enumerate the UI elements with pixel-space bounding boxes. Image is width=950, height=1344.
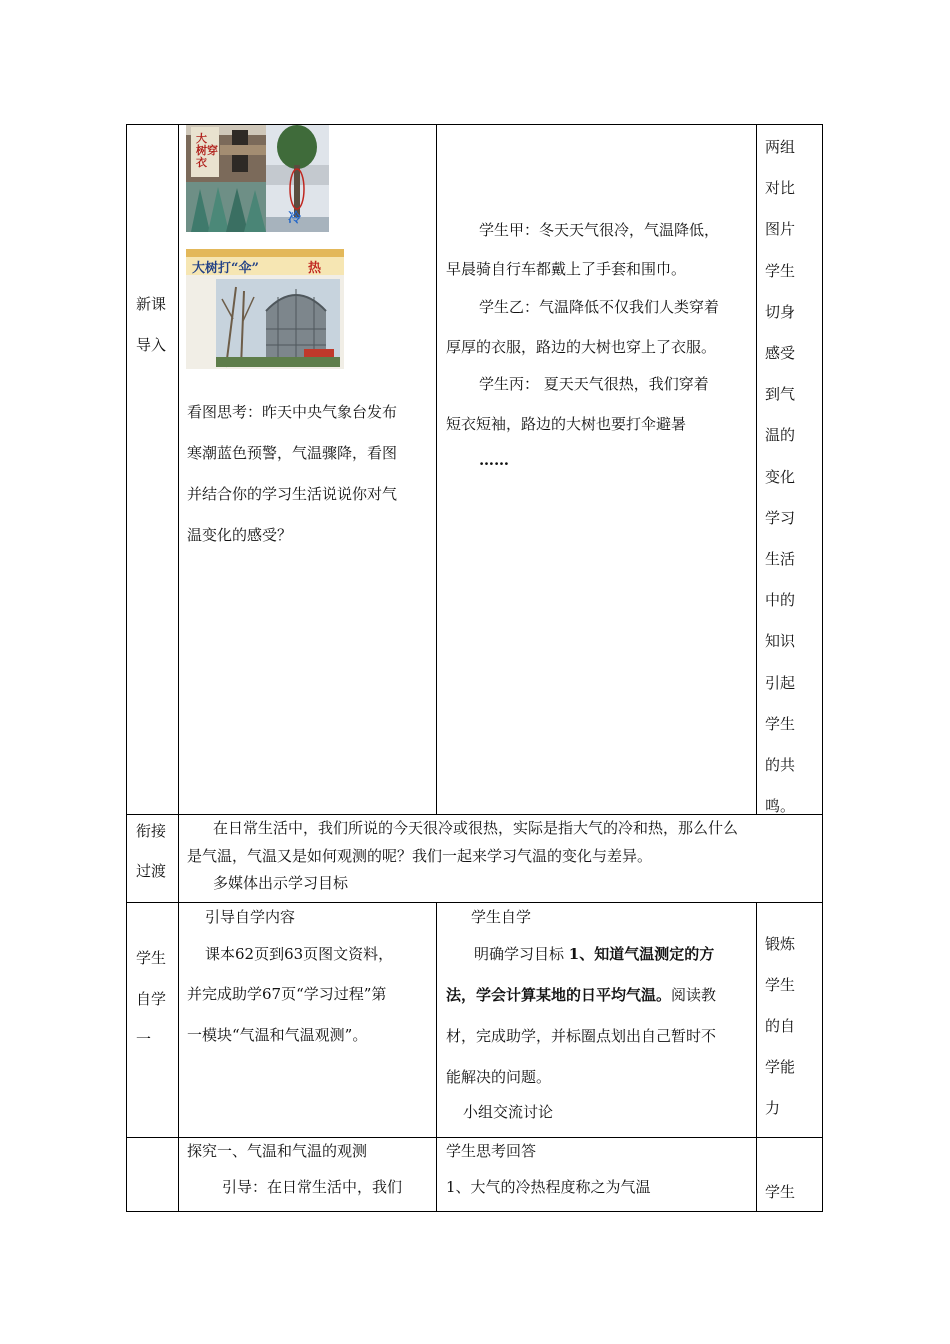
- learning-goal: 法，学会计算某地的日平均气温。: [446, 986, 672, 1004]
- intent-line: 图片: [765, 220, 796, 239]
- transition-text: 多媒体出示学习目标: [213, 874, 349, 892]
- student-text-ellipsis: ……: [479, 451, 509, 469]
- student-text: 学生甲：冬天天气很冷，气温降低，: [479, 221, 720, 239]
- photo-tree-with-umbrella: [186, 249, 344, 369]
- row-label: 学生: [136, 949, 167, 967]
- student-text: 短衣短袖，路边的大树也要打伞避暑: [446, 415, 687, 433]
- intent-line: 的共: [765, 756, 796, 775]
- intent-line: 知识: [765, 632, 796, 651]
- row-label: 过渡: [136, 862, 167, 880]
- col-divider: [436, 902, 437, 1212]
- student-text: 1、大气的冷热程度称之为气温: [446, 1178, 651, 1196]
- teacher-text: 温变化的感受？: [187, 526, 293, 544]
- student-title: 学生自学: [471, 908, 532, 926]
- photo-tree-wearing-clothes: [186, 125, 329, 232]
- row-label: 一: [136, 1030, 152, 1048]
- student-text: 学生乙：气温降低不仅我们人类穿着: [479, 298, 720, 316]
- row-label: 衔接: [136, 822, 167, 840]
- col-divider: [178, 124, 179, 1212]
- row-label: 导入: [136, 336, 167, 354]
- student-text: [446, 985, 716, 1005]
- intent-line: 学习: [765, 508, 796, 527]
- intent-line: 切身: [765, 302, 796, 321]
- teacher-text: 并完成助学67页“学习过程”第: [187, 985, 387, 1003]
- design-intent: [765, 924, 795, 1129]
- transition-text: 在日常生活中，我们所说的今天很冷或很热，实际是指大气的冷和热，那么什么: [213, 819, 739, 837]
- teacher-text: 看图思考：昨天中央气象台发布: [187, 403, 398, 421]
- teacher-text: 并结合你的学习生活说说你对气: [187, 485, 398, 503]
- design-intent: [765, 127, 795, 827]
- col-divider: [756, 902, 757, 1212]
- student-text: 能解决的问题。: [446, 1068, 552, 1086]
- student-text: 早晨骑自行车都戴上了手套和围巾。: [446, 260, 687, 278]
- teacher-text: 寒潮蓝色预警，气温骤降，看图: [187, 444, 398, 462]
- intent-line: 生活: [765, 550, 796, 569]
- intent-line: 中的: [765, 591, 796, 610]
- intent-line: 引起: [765, 673, 796, 692]
- intent-line: 学能: [765, 1058, 796, 1076]
- intent-line: 学生: [765, 261, 796, 280]
- row-divider: [126, 814, 823, 815]
- photo-banner-line: 树穿: [196, 144, 218, 157]
- student-text: 学生思考回答: [446, 1142, 537, 1160]
- row-label: 新课: [136, 295, 167, 313]
- intent-line: 的自: [765, 1017, 796, 1035]
- teacher-text: 引导：在日常生活中，我们: [222, 1178, 403, 1196]
- transition-text: 是气温，气温又是如何观测的呢？我们一起来学习气温的变化与差异。: [187, 847, 653, 865]
- photo-banner-line: 大: [196, 132, 207, 145]
- student-text: 学生丙： 夏天天气很热，我们穿着: [479, 375, 709, 393]
- student-text: 小组交流讨论: [463, 1103, 554, 1121]
- intent-line: 力: [765, 1099, 781, 1117]
- student-text-part: 明确学习目标: [474, 945, 569, 963]
- teacher-text: 引导自学内容: [205, 908, 296, 926]
- student-text-part: 阅读教: [671, 986, 717, 1004]
- teacher-text: 探究一、气温和气温的观测: [187, 1142, 368, 1160]
- intent-line: 感受: [765, 344, 796, 363]
- intent-line: 学生: [765, 714, 796, 733]
- intent-line: 温的: [765, 426, 796, 445]
- row-divider: [126, 902, 823, 903]
- intent-line: 学生: [765, 1183, 796, 1201]
- intent-line: 锻炼: [765, 935, 796, 953]
- student-text: 材，完成助学，并标圈点划出自己暂时不: [446, 1027, 717, 1045]
- teacher-text: 一模块“气温和气温观测”。: [187, 1026, 368, 1044]
- photo-tag-hot: 热: [308, 261, 322, 276]
- photo-banner: 大树打“伞”: [192, 261, 259, 276]
- intent-line: 对比: [765, 179, 796, 198]
- row-label: 自学: [136, 990, 167, 1008]
- col-divider: [436, 124, 437, 814]
- student-text: 厚厚的衣服，路边的大树也穿上了衣服。: [446, 338, 717, 356]
- photo-banner-line: 衣: [196, 156, 207, 169]
- intent-line: 变化: [765, 467, 796, 486]
- intent-line: 鸣。: [765, 797, 796, 816]
- photo-tag-cold: 冷: [288, 211, 302, 226]
- photo-banner: [196, 133, 218, 169]
- intent-line: 学生: [765, 976, 796, 994]
- col-divider: [756, 124, 757, 814]
- student-text: [474, 944, 714, 964]
- row-divider: [126, 1137, 823, 1138]
- learning-goal: 1、知道气温测定的方: [568, 945, 715, 963]
- intent-line: 两组: [765, 138, 796, 156]
- intent-line: 到气: [765, 385, 796, 404]
- teacher-text: 课本62页到63页图文资料，: [205, 945, 394, 963]
